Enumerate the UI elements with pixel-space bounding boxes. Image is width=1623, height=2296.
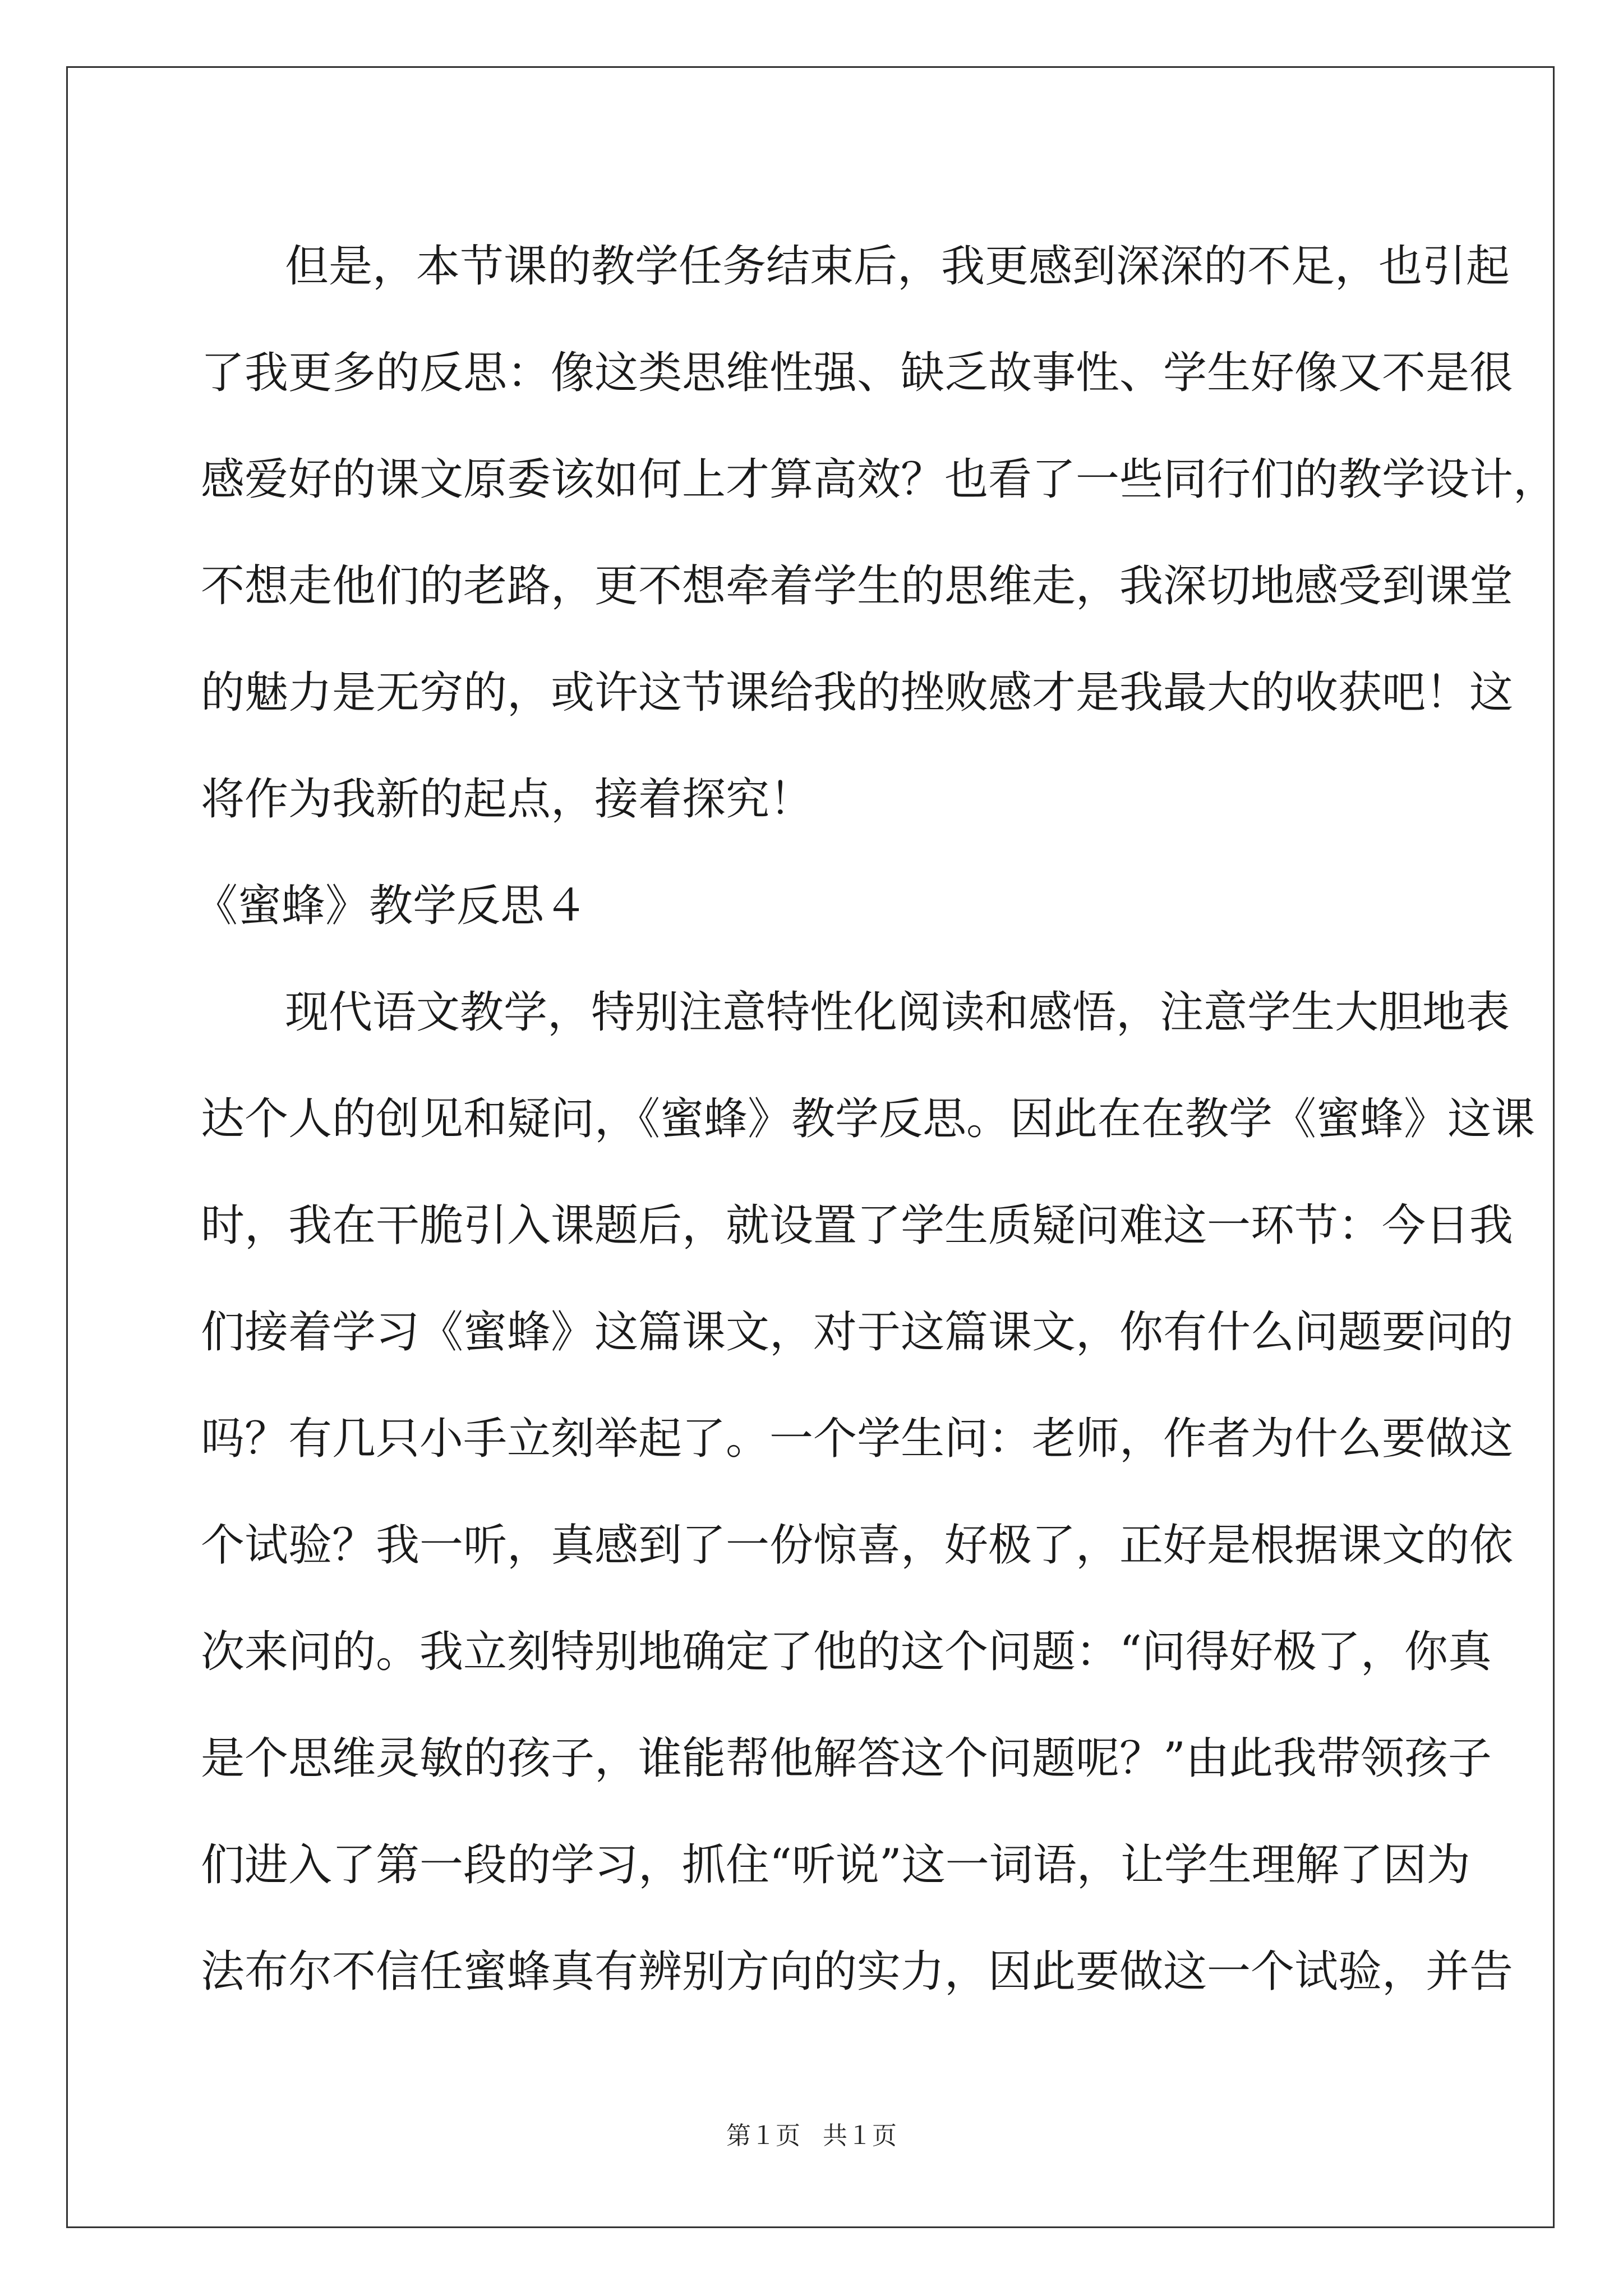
text-line: 时，我在干脆引入课题后，就设置了学生质疑问难这一环节：今日我 [201, 1200, 1514, 1251]
text-line: 们接着学习《蜜蜂》这篇课文，对于这篇课文，你有什么问题要问的 [201, 1307, 1514, 1358]
page-total: 共１页 [823, 2122, 897, 2150]
text-line: 的魅力是无穷的，或许这节课给我的挫败感才是我最大的收获吧！这 [201, 668, 1514, 718]
text-line: 不想走他们的老路，更不想牵着学生的思维走，我深切地感受到课堂 [201, 561, 1514, 611]
text-line: 但是，本节课的教学任务结束后，我更感到深深的不足，也引起 [285, 241, 1510, 292]
document-body [194, 213, 1557, 2025]
text-line: 法布尔不信任蜜蜂真有辨别方向的实力，因此要做这一个试验，并告 [201, 1947, 1514, 1997]
section-heading: 《蜜蜂》教学反思４ [194, 881, 588, 931]
text-line: 现代语文教学，特别注意特性化阅读和感悟，注意学生大胆地表 [285, 987, 1510, 1038]
text-line: 个试验？我一听，真感到了一份惊喜，好极了，正好是根据课文的依 [201, 1520, 1514, 1571]
text-line: 达个人的创见和疑问，《蜜蜂》教学反思。因此在在教学《蜜蜂》这课 [201, 1094, 1536, 1144]
text-line: 次来问的。我立刻特别地确定了他的这个问题：“问得好极了，你真 [201, 1627, 1492, 1677]
text-line: 是个思维灵敏的孩子，谁能帮他解答这个问题呢？”由此我带领孩子 [201, 1733, 1492, 1784]
page-footer [0, 2119, 1623, 2153]
text-line: 将作为我新的起点，接着探究！ [201, 774, 814, 825]
text-line: 们进入了第一段的学习，抓住“听说”这一词语，让学生理解了因为 [201, 1840, 1470, 1890]
text-line: 了我更多的反思：像这类思维性强、缺乏故事性、学生好像又不是很 [201, 348, 1514, 398]
text-line: 感爱好的课文原委该如何上才算高效？也看了一些同行们的教学设计， [201, 454, 1557, 505]
paragraph-2 [201, 959, 1536, 2025]
text-line: 吗？有几只小手立刻举起了。一个学生问：老师，作者为什么要做这 [201, 1414, 1514, 1464]
paragraph-1 [201, 213, 1557, 853]
page-number: 第１页 [726, 2122, 800, 2150]
